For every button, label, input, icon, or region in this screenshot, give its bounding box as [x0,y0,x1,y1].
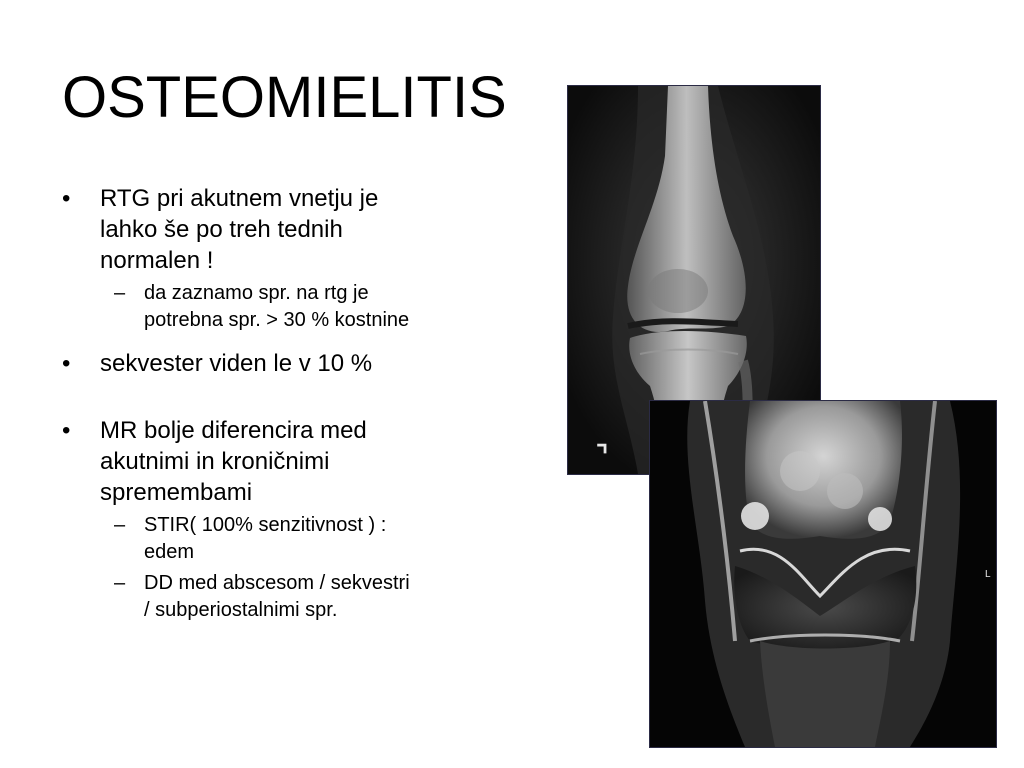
spacer [62,334,502,348]
sub-bullet-item-dd [62,570,502,624]
slide-title: OSTEOMIELITIS [62,65,507,130]
bullet-mark: • [62,417,71,444]
bullet-line: normalen ! [100,247,214,274]
bullet-mark: • [62,350,71,377]
bullet-line: akutnimi in kroničnimi [100,448,330,475]
bullet-line: spremembami [100,479,253,506]
bullet-list [62,183,502,624]
sub-bullet-mark: – [114,282,126,304]
sub-bullet-line: da zaznamo spr. na rtg je [144,282,369,304]
sub-bullet-mark: – [114,514,126,536]
bullet-line: MR bolje diferencira med [100,417,367,444]
sub-bullet-mark: – [114,572,126,594]
sub-bullet-item-stir [62,512,502,566]
bullet-item-mr [62,415,502,508]
sub-bullet-line: DD med abscesom / sekvestri [144,572,410,594]
bullet-line: sekvester viden le v 10 % [100,350,373,377]
sub-bullet-line: potrebna spr. > 30 % kostnine [144,309,410,331]
spacer [62,379,502,415]
sub-bullet-line: / subperiostalnimi spr. [144,599,338,621]
mri-side-marker: L [985,569,991,580]
bullet-line: RTG pri akutnem vnetju je [100,185,379,212]
sub-bullet-line: STIR( 100% senzitivnost ) : [144,514,387,536]
knee-mri-drawing [650,401,996,747]
sub-bullet-item-detection [62,280,502,334]
sub-bullet-line: edem [144,541,195,563]
bullet-item-rtg [62,183,502,276]
knee-mri-image [649,400,997,748]
bullet-mark: • [62,185,71,212]
bullet-line: lahko še po treh tednih [100,216,343,243]
xray-orientation-marker: ⌝ [596,440,609,470]
bullet-item-sekvester [62,348,502,379]
